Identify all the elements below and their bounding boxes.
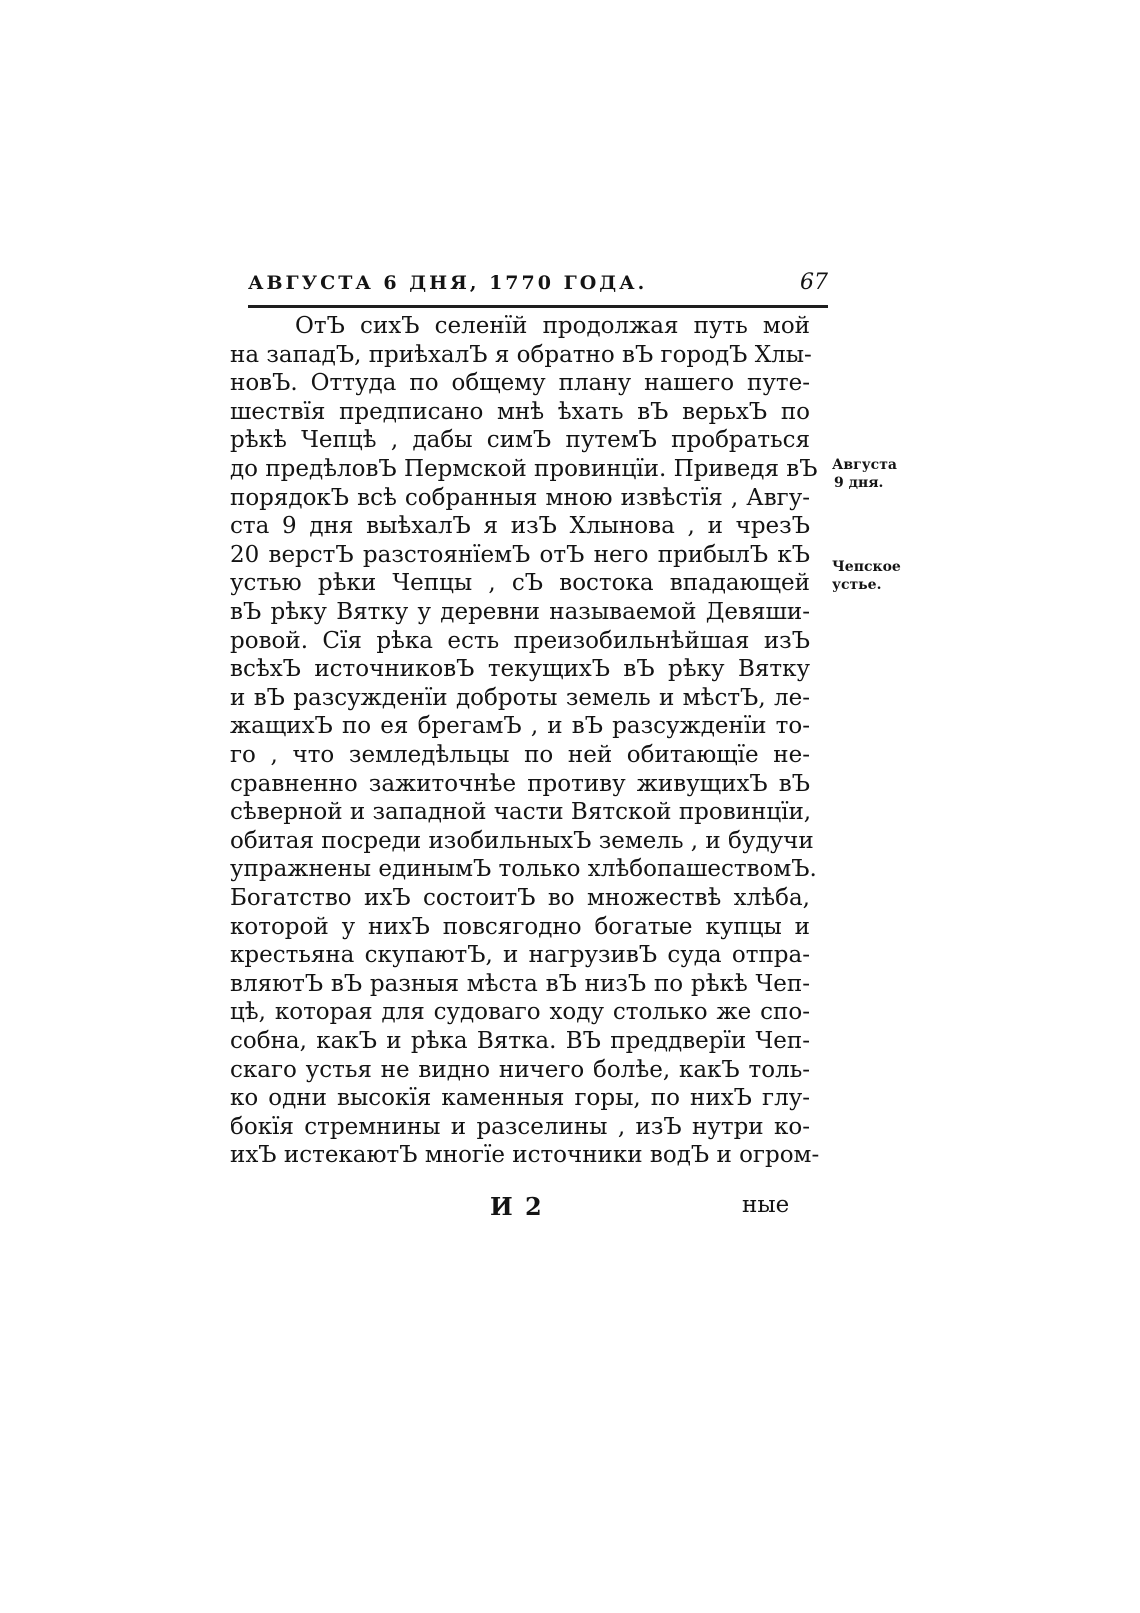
text-line: крестьяна скупаютЪ, и нагрузивЪ суда отпра- bbox=[230, 942, 810, 969]
text-line: вляютЪ вЪ разныя мѣста вЪ низЪ по рѣкѣ Чеп- bbox=[230, 970, 810, 997]
margin-note-line: Чепское bbox=[832, 559, 901, 575]
text-line: го , что земледѣльцы по ней обитающїе не- bbox=[230, 742, 810, 768]
running-title: АВГУСТА 6 ДНЯ, 1770 ГОДА. bbox=[248, 272, 648, 294]
text-line: упражнены единымЪ только хлѣбопашествомЪ. bbox=[230, 856, 817, 883]
margin-note-place bbox=[832, 558, 928, 594]
text-line: устью рѣки Чепцы , сЪ востока впадающей bbox=[230, 570, 810, 597]
catchword: ные bbox=[742, 1192, 790, 1218]
text-line: обитая посреди изобильныхЪ земель , и будучи bbox=[230, 827, 814, 854]
text-line: порядокЪ всѣ собранныя мною извѣстїя , Авгу- bbox=[230, 484, 810, 511]
text-line: рѣкѣ Чепцѣ , дабы симЪ путемЪ пробраться bbox=[230, 427, 810, 454]
margin-note-date bbox=[832, 456, 928, 492]
text-line: которой у нихЪ повсягодно богатые купцы и bbox=[230, 913, 810, 940]
margin-note-line: 9 дня. bbox=[834, 475, 884, 491]
page-number: 67 bbox=[800, 270, 828, 295]
text-line: 20 верстЪ разстоянїемЪ отЪ него прибылЪ кЪ bbox=[230, 541, 810, 568]
text-line: ко одни высокїя каменныя горы, по нихЪ глу- bbox=[230, 1085, 810, 1112]
text-line: и вЪ разсужденїи доброты земель и мѣстЪ, ле- bbox=[230, 684, 810, 711]
text-line: вЪ рѣку Вятку у деревни называемой Девяши- bbox=[230, 599, 810, 625]
text-line: новЪ. Оттуда по общему плану нашего путе- bbox=[230, 370, 810, 397]
text-line: скаго устья не видно ничего болѣе, какЪ толь- bbox=[230, 1056, 810, 1083]
text-line: бокїя стремнины и разселины , изЪ нутри ко- bbox=[230, 1113, 810, 1140]
text-line: сравненно зажиточнѣе противу живущихЪ вЪ bbox=[230, 770, 810, 797]
header-rule bbox=[248, 305, 828, 308]
text-line: ровой. Сїя рѣка есть преизобильнѣйшая изЪ bbox=[230, 627, 810, 654]
margin-note-line: устье. bbox=[832, 577, 882, 593]
page-header bbox=[248, 270, 828, 304]
text-line: жащихЪ по ея брегамЪ , и вЪ разсужденїи то- bbox=[230, 713, 810, 740]
text-line: собна, какЪ и рѣка Вятка. ВЪ преддверїи Чеп- bbox=[230, 1028, 810, 1054]
text-line: цѣ, которая для судоваго ходу столько же спо- bbox=[230, 999, 810, 1026]
text-line: ОтЪ сихЪ селенїй продолжая путь мой bbox=[295, 313, 810, 339]
text-line: Богатство ихЪ состоитЪ во множествѣ хлѣба, bbox=[230, 885, 810, 911]
text-line: шествїя предписано мнѣ ѣхать вЪ верьхЪ по bbox=[230, 398, 810, 425]
text-line: ста 9 дня выѣхалЪ я изЪ Хлынова , и чрезЪ bbox=[230, 513, 810, 540]
text-line: сѣверной и западной части Вятской провинцїи, bbox=[230, 799, 812, 826]
text-line: на западЪ, приѣхалЪ я обратно вЪ городЪ Хлы- bbox=[230, 341, 812, 368]
text-line: до предѣловЪ Пермской провинцїи. Приведя вЪ bbox=[230, 456, 818, 482]
text-line: всѣхЪ источниковЪ текущихЪ вЪ рѣку Вятку bbox=[230, 656, 810, 683]
margin-note-line: Августа bbox=[832, 457, 897, 473]
signature-mark: И 2 bbox=[490, 1192, 544, 1221]
text-line: ихЪ истекаютЪ многїе источники водЪ и огром- bbox=[230, 1142, 820, 1169]
